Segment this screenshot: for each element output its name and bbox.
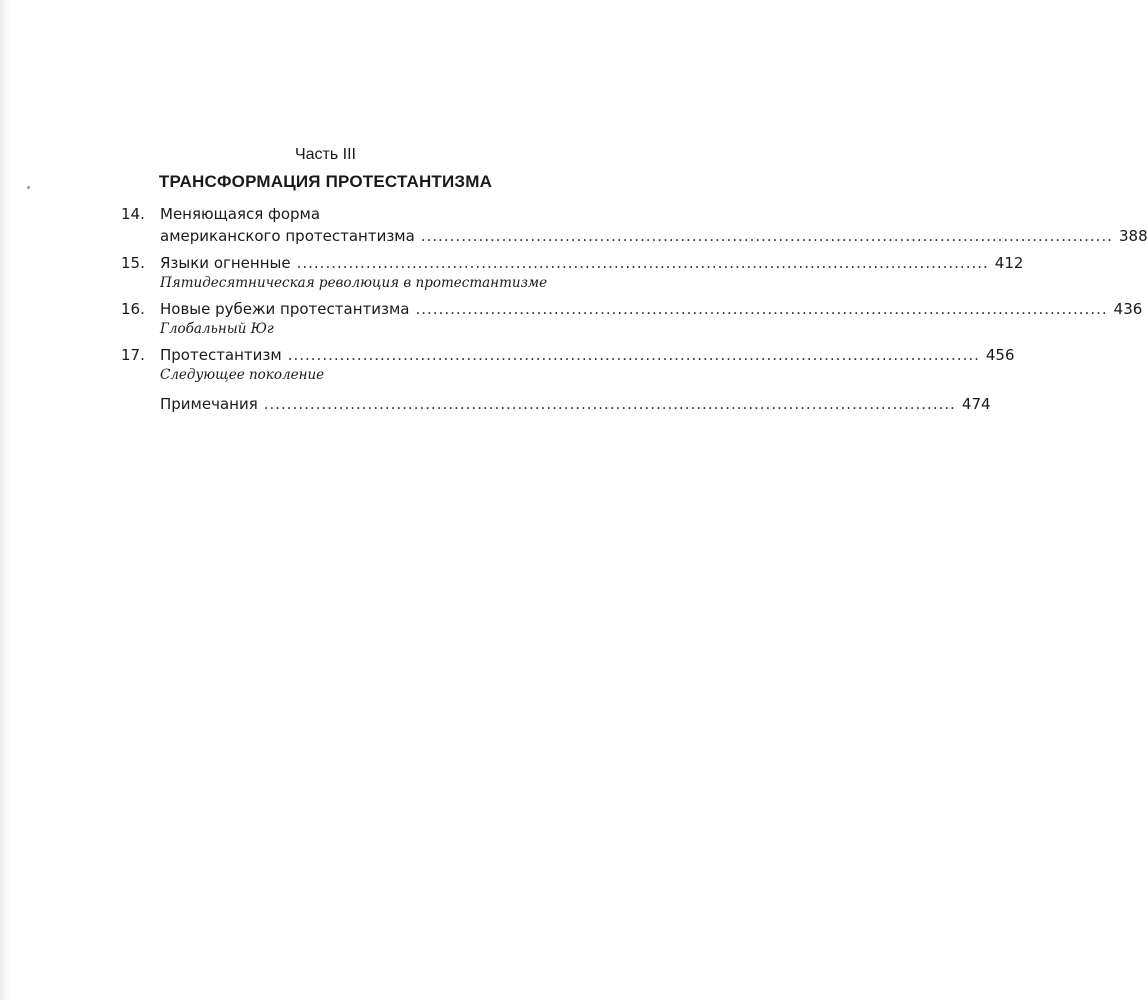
part-title: ТРАНСФОРМАЦИЯ ПРОТЕСТАНТИЗМА — [158, 172, 493, 191]
toc-title-line — [160, 298, 1142, 320]
page-number: 412 — [994, 254, 1024, 272]
toc-entry-14[interactable] — [121, 203, 1148, 247]
toc-entry-body — [160, 298, 1142, 339]
dot-leader — [288, 344, 980, 366]
dot-leader — [415, 298, 1107, 320]
toc-entry-15[interactable] — [121, 252, 1024, 293]
toc-entry-body — [160, 344, 1015, 385]
chapter-title: Новые рубежи протестантизма — [160, 300, 410, 318]
chapter-subtitle: Пятидесятническая революция в протестантизме — [160, 275, 548, 291]
toc-title-line — [160, 252, 1023, 274]
part-label: Часть III — [294, 146, 356, 163]
chapter-subtitle: Следующее поколение — [160, 367, 325, 383]
page-number: 474 — [961, 395, 991, 413]
toc-entry-body — [160, 203, 1148, 247]
chapter-title-line2: американского протестантизма — [160, 227, 415, 245]
toc-title-line — [160, 344, 1015, 366]
dot-leader — [264, 393, 956, 415]
page-number: 388 — [1118, 227, 1148, 245]
dot-leader — [297, 252, 989, 274]
toc-entry-17[interactable] — [121, 344, 1015, 385]
notes-title: Примечания — [160, 395, 258, 413]
toc-entry-body — [160, 252, 1023, 293]
chapter-title: Языки огненные — [160, 254, 291, 272]
chapter-title: Протестантизм — [160, 346, 282, 364]
chapter-number-empty — [121, 393, 160, 415]
chapter-number: 16. — [121, 300, 145, 318]
chapter-number: 17. — [121, 346, 145, 364]
chapter-number: 15. — [121, 254, 145, 272]
chapter-number: 14. — [121, 205, 145, 223]
table-of-contents — [121, 203, 1148, 420]
toc-entry-16[interactable] — [121, 298, 1143, 339]
toc-title-line — [160, 225, 1148, 247]
chapter-title-line1: Меняющаяся форма — [160, 205, 321, 223]
chapter-subtitle: Глобальный Юг — [160, 321, 274, 337]
page-number: 456 — [985, 346, 1015, 364]
toc-entry-notes[interactable] — [121, 393, 991, 415]
page-number: 436 — [1113, 300, 1143, 318]
toc-title-line — [160, 203, 1148, 225]
toc-title-line — [160, 393, 991, 415]
toc-entry-body — [160, 393, 991, 415]
dot-leader — [421, 225, 1113, 247]
